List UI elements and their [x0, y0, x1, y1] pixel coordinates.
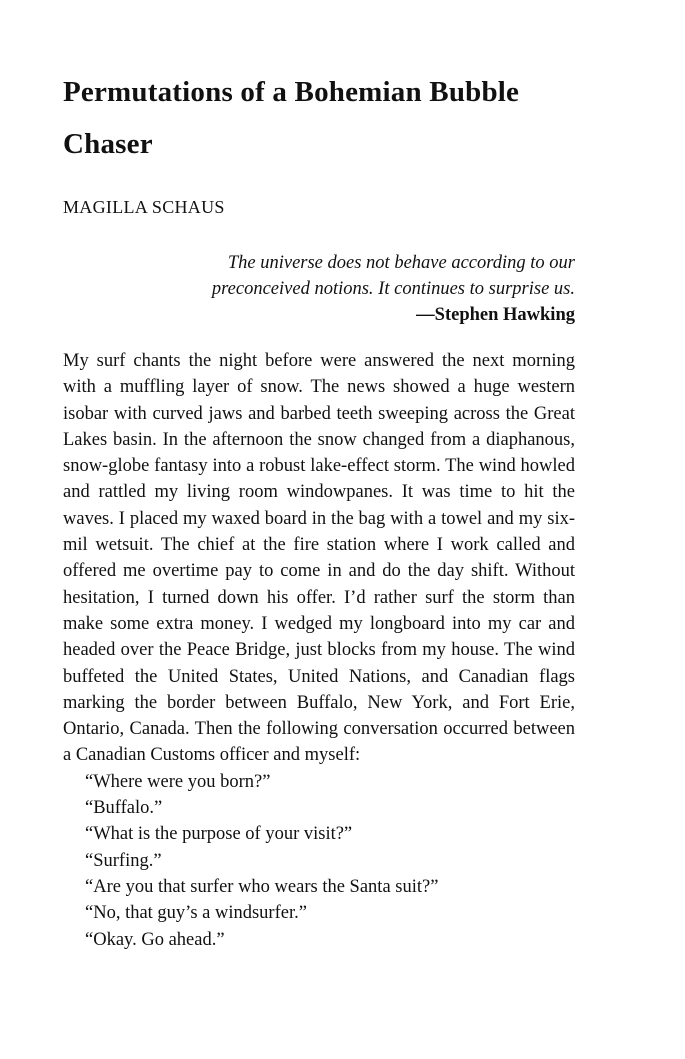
- body-paragraph: My surf chants the night before were answered the next morning with a muffling layer of snow. The news showed a huge western isobar with curved jaws and barbed teeth sweeping across the Great Lakes basin. In the afternoon the snow changed from a diaphanous, snow-globe fantasy into a robust lake-effect storm. The wind howled and rattled my living room windowpanes. It was time to hit the waves. I placed my waxed board in the bag with a towel and my six-mil wetsuit. The chief at the fire station where I work called and offered me overtime pay to come in and do the day shift. Without hesitation, I turned down his offer. I’d rather surf the storm than make some extra money. I wedged my longboard into my car and headed over the Peace Bridge, just blocks from my house. The wind buffeted the United States, United Nations, and Canadian flags marking the border between Buffalo, New York, and Fort Erie, Ontario, Canada. Then the following conversation occurred between a Canadian Customs officer and myself:: [63, 351, 575, 766]
- epigraph-quote-line-2: preconceived notions. It continues to surprise us.: [211, 279, 575, 299]
- dialogue-line: “Surfing.”: [85, 850, 162, 871]
- dialogue-line: “Buffalo.”: [85, 798, 163, 819]
- dialogue-line: “What is the purpose of your visit?”: [85, 824, 353, 845]
- dialogue-line: “Okay. Go ahead.”: [85, 929, 225, 950]
- author-name: MAGILLA SCHAUS: [63, 197, 225, 217]
- dialogue-line: “No, that guy’s a windsurfer.”: [85, 903, 307, 924]
- chapter-title: Permutations of a Bohemian Bubble Chaser: [63, 76, 520, 160]
- epigraph: [63, 250, 575, 328]
- dialogue-line: “Where were you born?”: [85, 771, 271, 792]
- document-page: [63, 0, 575, 953]
- body-text: [63, 348, 575, 953]
- epigraph-quote-line-1: The universe does not behave according to our: [227, 253, 575, 273]
- epigraph-attribution: —Stephen Hawking: [416, 305, 575, 325]
- dialogue-line: “Are you that surfer who wears the Santa suit?”: [85, 876, 439, 897]
